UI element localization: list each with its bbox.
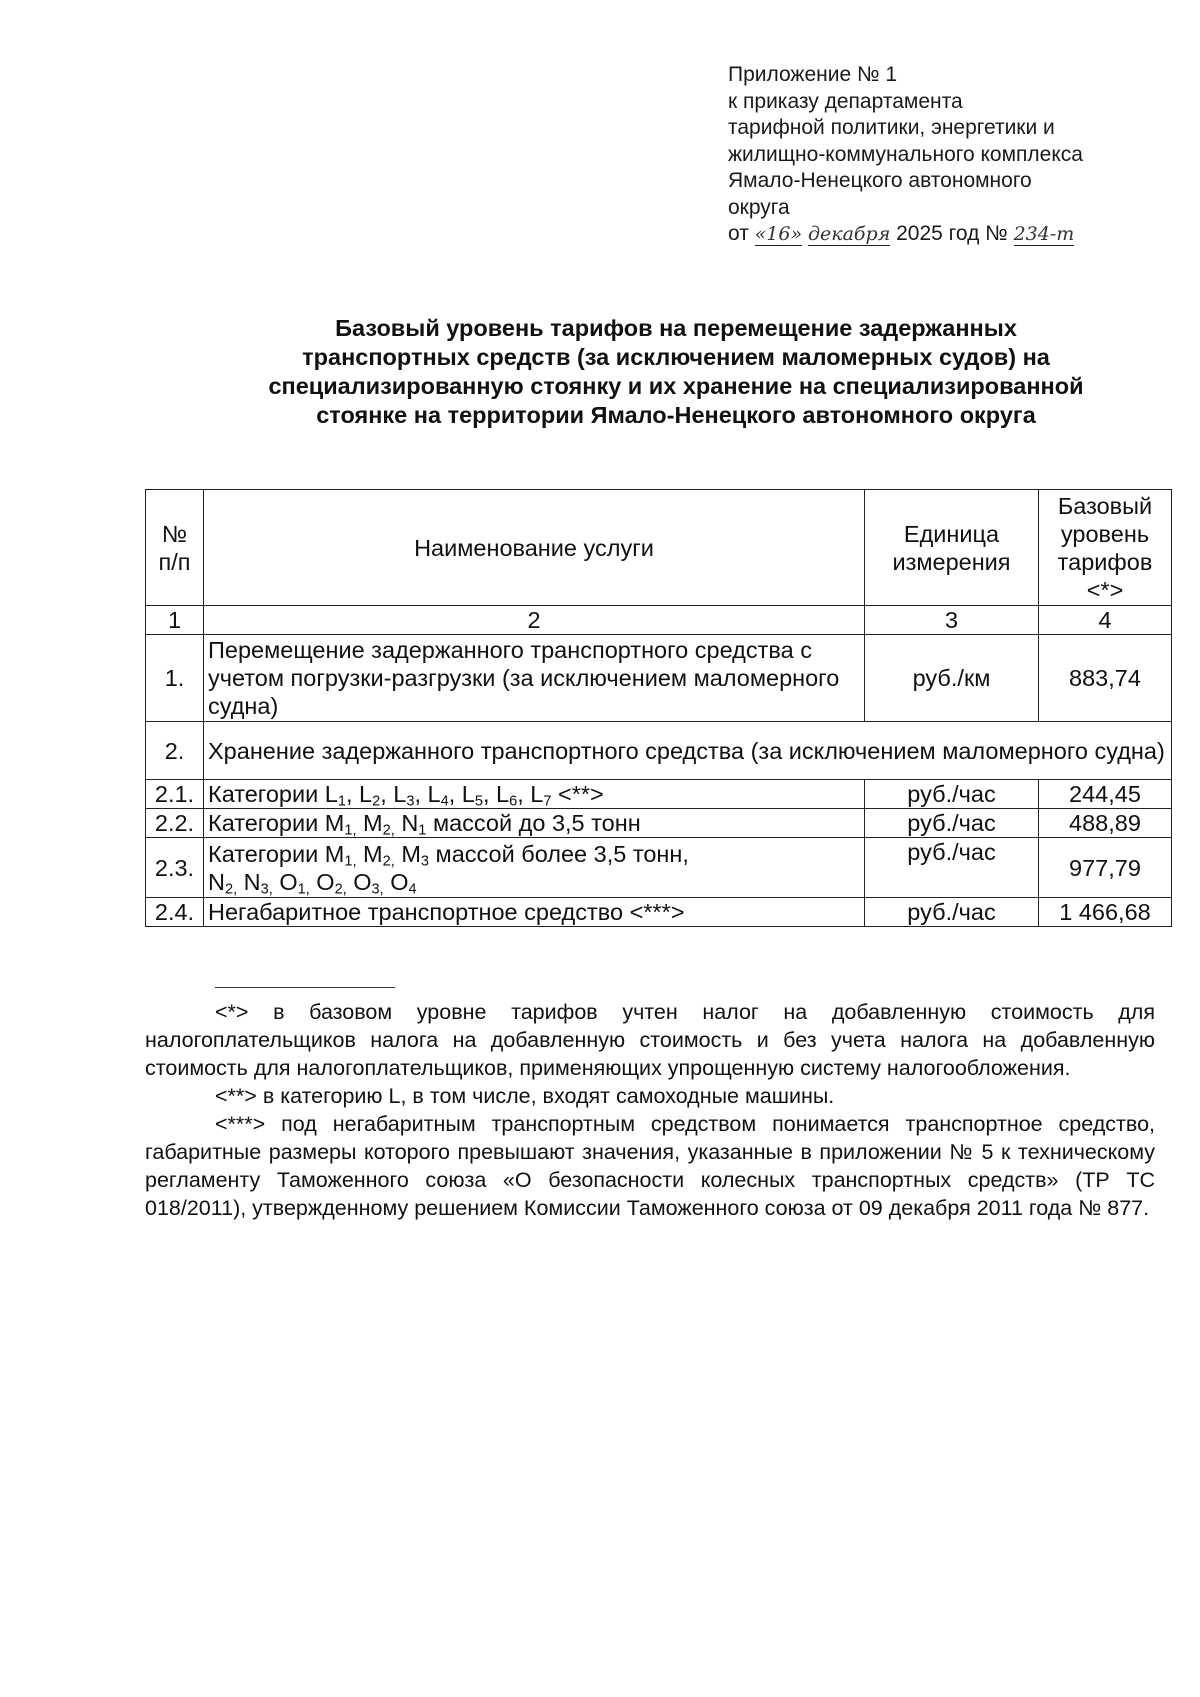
table-row	[146, 809, 1172, 838]
row-value: 244,45	[1039, 780, 1172, 809]
row-num: 2.2.	[146, 809, 204, 838]
row-unit: руб./час	[865, 780, 1039, 809]
footnote-category-l: <**> в категорию L, в том числе, входят самоходные машины.	[215, 1084, 835, 1108]
annex-line: тарифной политики, энергетики и	[728, 116, 1055, 139]
annex-date-line	[728, 221, 1168, 248]
date-prefix: от	[728, 222, 749, 245]
column-number: 3	[865, 606, 1039, 635]
title-line: Базовый уровень тарифов на перемещение задержанных	[335, 315, 1017, 341]
title-line: стоянке на территории Ямало-Ненецкого автономного округа	[316, 402, 1036, 428]
order-number: 234-т	[1013, 223, 1075, 245]
annex-line: Ямало-Ненецкого автономного	[728, 169, 1032, 192]
row-name: Негабаритное транспортное средство <***>	[204, 898, 865, 927]
tariff-table	[145, 489, 1172, 927]
row-unit: руб./час	[865, 809, 1039, 838]
annex-line: округа	[728, 195, 790, 219]
footnote-oversized: <***> под негабаритным транспортным средством понимается транспортное средство, габаритные размеры которого превышают значения, указанные в приложении № 5 к техническому регламенту Таможенного союза «О безопасности колесных транспортных средств» (ТР ТС 018/2011), утвержденному решением Комиссии Таможенного союза от 09 декабря 2011 года № 877.	[145, 1112, 1155, 1220]
row-num: 2.	[146, 722, 204, 780]
category-weight: массой более 3,5 тонн,	[435, 840, 689, 867]
column-number: 1	[146, 606, 204, 635]
header-tariff: Базовый уровень тарифов <*>	[1039, 490, 1172, 606]
column-number: 2	[204, 606, 865, 635]
row-name: Категории $M_{1,}$ $M_{2,}$ $M_3$ массой более 3,5 тонн, $N_{2,}$ $N_{3,}$ $O_{1,}$ $O_{2,}$ $O_{3,}$ $O_4$	[204, 838, 865, 898]
row-num: 1.	[146, 635, 204, 722]
row-name: Категории $M_{1,}$ $M_{2,}$ $N_1$ массой до 3,5 тонн	[204, 809, 865, 838]
footnotes	[145, 998, 1155, 1222]
annex-header	[728, 62, 1168, 248]
footnote-ref: <**>	[558, 781, 604, 807]
date-month: декабря	[807, 223, 891, 245]
footnote-vat: <*> в базовом уровне тарифов учтен налог на добавленную стоимость для налогоплательщиков налога на добавленную стоимость и без учета налога на добавленную стоимость для налогоплательщиков, применяющих упрощенную систему налогообложения.	[145, 1000, 1155, 1080]
table-row	[146, 898, 1172, 927]
row-num: 2.3.	[146, 838, 204, 898]
row-num: 2.4.	[146, 898, 204, 927]
row-value: 488,89	[1039, 809, 1172, 838]
column-number-row	[146, 606, 1172, 635]
table-header-row	[146, 490, 1172, 606]
page-title	[196, 314, 1156, 430]
date-day: «16»	[754, 223, 803, 245]
row-num: 2.1.	[146, 780, 204, 809]
row-value: 1 466,68	[1039, 898, 1172, 927]
header-name: Наименование услуги	[204, 490, 865, 606]
column-number: 4	[1039, 606, 1172, 635]
row-value: 883,74	[1039, 635, 1172, 722]
title-line: транспортных средств (за исключением маломерных судов) на	[302, 344, 1050, 370]
footnote-separator	[215, 987, 395, 988]
date-year: 2025 год №	[896, 222, 1008, 245]
annex-line: жилищно-коммунального комплекса	[728, 142, 1083, 166]
table-row	[146, 635, 1172, 722]
table-row	[146, 780, 1172, 809]
category-label: Категории	[208, 810, 319, 836]
row-name: Хранение задержанного транспортного средства (за исключением маломерного судна)	[204, 722, 1172, 780]
header-unit: Единица измерения	[865, 490, 1039, 606]
row-value: 977,79	[1039, 838, 1172, 898]
annex-title: Приложение № 1	[728, 63, 898, 86]
row-unit: руб./час	[865, 898, 1039, 927]
category-weight: массой до 3,5 тонн	[432, 810, 641, 836]
annex-line: к приказу департамента	[728, 89, 963, 113]
table-row	[146, 722, 1172, 780]
header-num: № п/п	[146, 490, 204, 606]
row-name: Категории $L_1$, $L_2$, $L_3$, $L_4$, $L_5$, $L_6$, $L_7$ <**>	[204, 780, 865, 809]
row-name: Перемещение задержанного транспортного средства с учетом погрузки-разгрузки (за исключением маломерного судна)	[204, 635, 865, 722]
title-line: специализированную стоянку и их хранение на специализированной	[268, 373, 1084, 399]
row-unit: руб./час	[865, 838, 1039, 898]
category-label: Категории	[208, 840, 319, 867]
row-unit: руб./км	[865, 635, 1039, 722]
category-label: Категории	[208, 781, 319, 807]
table-row	[146, 838, 1172, 898]
